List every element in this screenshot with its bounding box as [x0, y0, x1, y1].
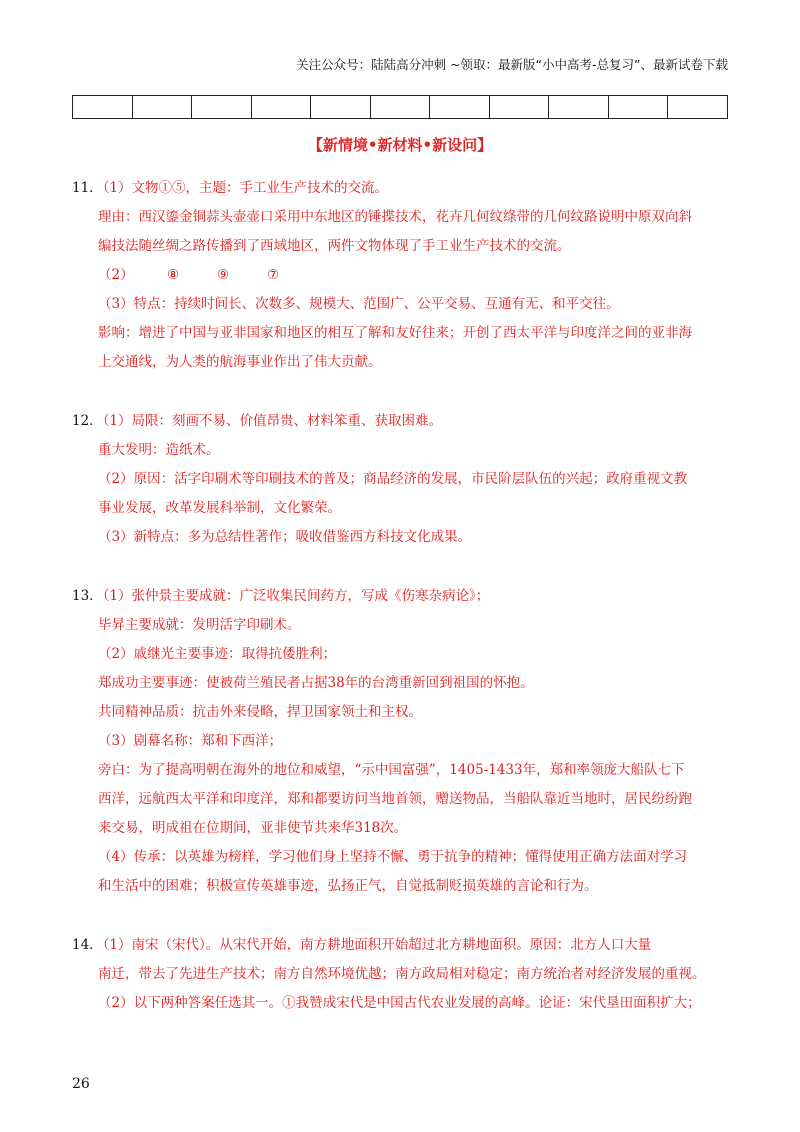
q11-line-4: （2） ⑧ ⑨ ⑦: [98, 267, 280, 283]
answer-body: [72, 174, 732, 1018]
q12-line-5: （3）新特点：多为总结性著作；吸收借鉴西方科技文化成果。: [98, 529, 472, 545]
q13-line-1: 13．（1）张仲景主要成就：广泛收集民间药方，写成《伤寒杂病论》；: [72, 588, 490, 604]
q11-line-3: 编技法随丝绸之路传播到了西域地区，两件文物体现了手工业生产技术的交流。: [98, 238, 571, 254]
answer-cell: [608, 96, 668, 119]
answer-cell: [192, 96, 252, 119]
q11-line-7: 上交通线，为人类的航海事业作出了伟大贡献。: [98, 354, 382, 370]
section-title: 【新情境•新材料•新设问】: [307, 136, 493, 154]
q13-line-7: 旁白：为了提高明朝在海外的地位和威望，“示中国富强”，1405-1433年，郑和率领庞大船队七下: [98, 762, 685, 778]
q13-line-3: （2）戚继光主要事迹：取得抗倭胜利；: [98, 646, 337, 662]
q12-line-2: 重大发明：造纸术。: [98, 442, 220, 458]
q11-line-6: 影响：增进了中国与亚非国家和地区的相互了解和友好往来；开创了西太平洋与印度洋之间的亚非海: [98, 325, 692, 341]
q14-number: 14．: [72, 937, 103, 953]
q13-line-6: （3）剧幕名称：郑和下西洋；: [98, 733, 283, 749]
q12-line-4: 事业发展，改革发展科举制，文化繁荣。: [98, 500, 341, 516]
answer-cell: [73, 96, 133, 119]
page-header: 关注公众号：陆陆高分冲刺 ~领取：最新版“小中高考-总复习”、最新试卷下载: [296, 57, 728, 72]
answer-cell: [370, 96, 430, 119]
q12-line-1: 12．（1）局限：刻画不易、价值昂贵、材料笨重、获取困难。: [72, 413, 443, 429]
q11-line-1: 11．（1）文物①⑤，主题：手工业生产技术的交流。: [72, 180, 389, 196]
q14-line-1: 14．（1）南宋（宋代）。从宋代开始，南方耕地面积开始超过北方耕地面积。原因：北方人口大量: [72, 937, 652, 953]
q11-line-2: 理由：西汉鎏金铜蒜头壶壶口采用中东地区的锤揲技术，花卉几何纹绦带的几何纹路说明中原双向斜: [98, 209, 692, 225]
q14-line-3: （2）以下两种答案任选其一。①我赞成宋代是中国古代农业发展的高峰。论证：宋代垦田面积扩大；: [98, 995, 701, 1011]
answer-cell: [668, 96, 728, 119]
q13-number: 13．: [72, 588, 103, 604]
q14-line-2: 南迁，带去了先进生产技术；南方自然环境优越；南方政局相对稳定；南方统治者对经济发展的重视。: [98, 966, 706, 982]
q12-line-3: （2）原因：活字印刷术等印刷技术的普及；商品经济的发展，市民阶层队伍的兴起；政府重视文教: [98, 471, 688, 487]
page-number: 26: [72, 1076, 90, 1092]
q13-line-5: 共同精神品质：抗击外来侵略，捍卫国家领土和主权。: [98, 704, 422, 720]
q13-line-11: 和生活中的困难；积极宣传英雄事迹，弘扬正气，自觉抵制贬损英雄的言论和行为。: [98, 878, 598, 894]
q13-line-4: 郑成功主要事迹：使被荷兰殖民者占据38年的台湾重新回到祖国的怀抱。: [98, 675, 534, 691]
answer-cell: [251, 96, 311, 119]
answer-cell: [132, 96, 192, 119]
q13-line-9: 来交易，明成祖在位期间，亚非使节共来华318次。: [98, 820, 408, 836]
q12-number: 12．: [72, 413, 103, 429]
answer-cell: [311, 96, 371, 119]
q11-number: 11．: [72, 180, 103, 196]
answer-cell: [430, 96, 490, 119]
answer-cell: [489, 96, 549, 119]
q13-line-2: 毕昇主要成就：发明活字印刷术。: [98, 617, 301, 633]
answer-grid: [72, 95, 728, 119]
q11-line-5: （3）特点：持续时间长、次数多、规模大、范围广、公平交易、互通有无、和平交往。: [98, 296, 620, 312]
q13-line-10: （4）传承：以英雄为榜样，学习他们身上坚持不懈、勇于抗争的精神；懂得使用正确方法面对学习: [98, 849, 688, 865]
answer-cell: [549, 96, 609, 119]
q13-line-8: 西洋，远航西太平洋和印度洋，郑和都要访问当地首领，赠送物品，当船队靠近当地时，居民纷纷跑: [98, 791, 692, 807]
